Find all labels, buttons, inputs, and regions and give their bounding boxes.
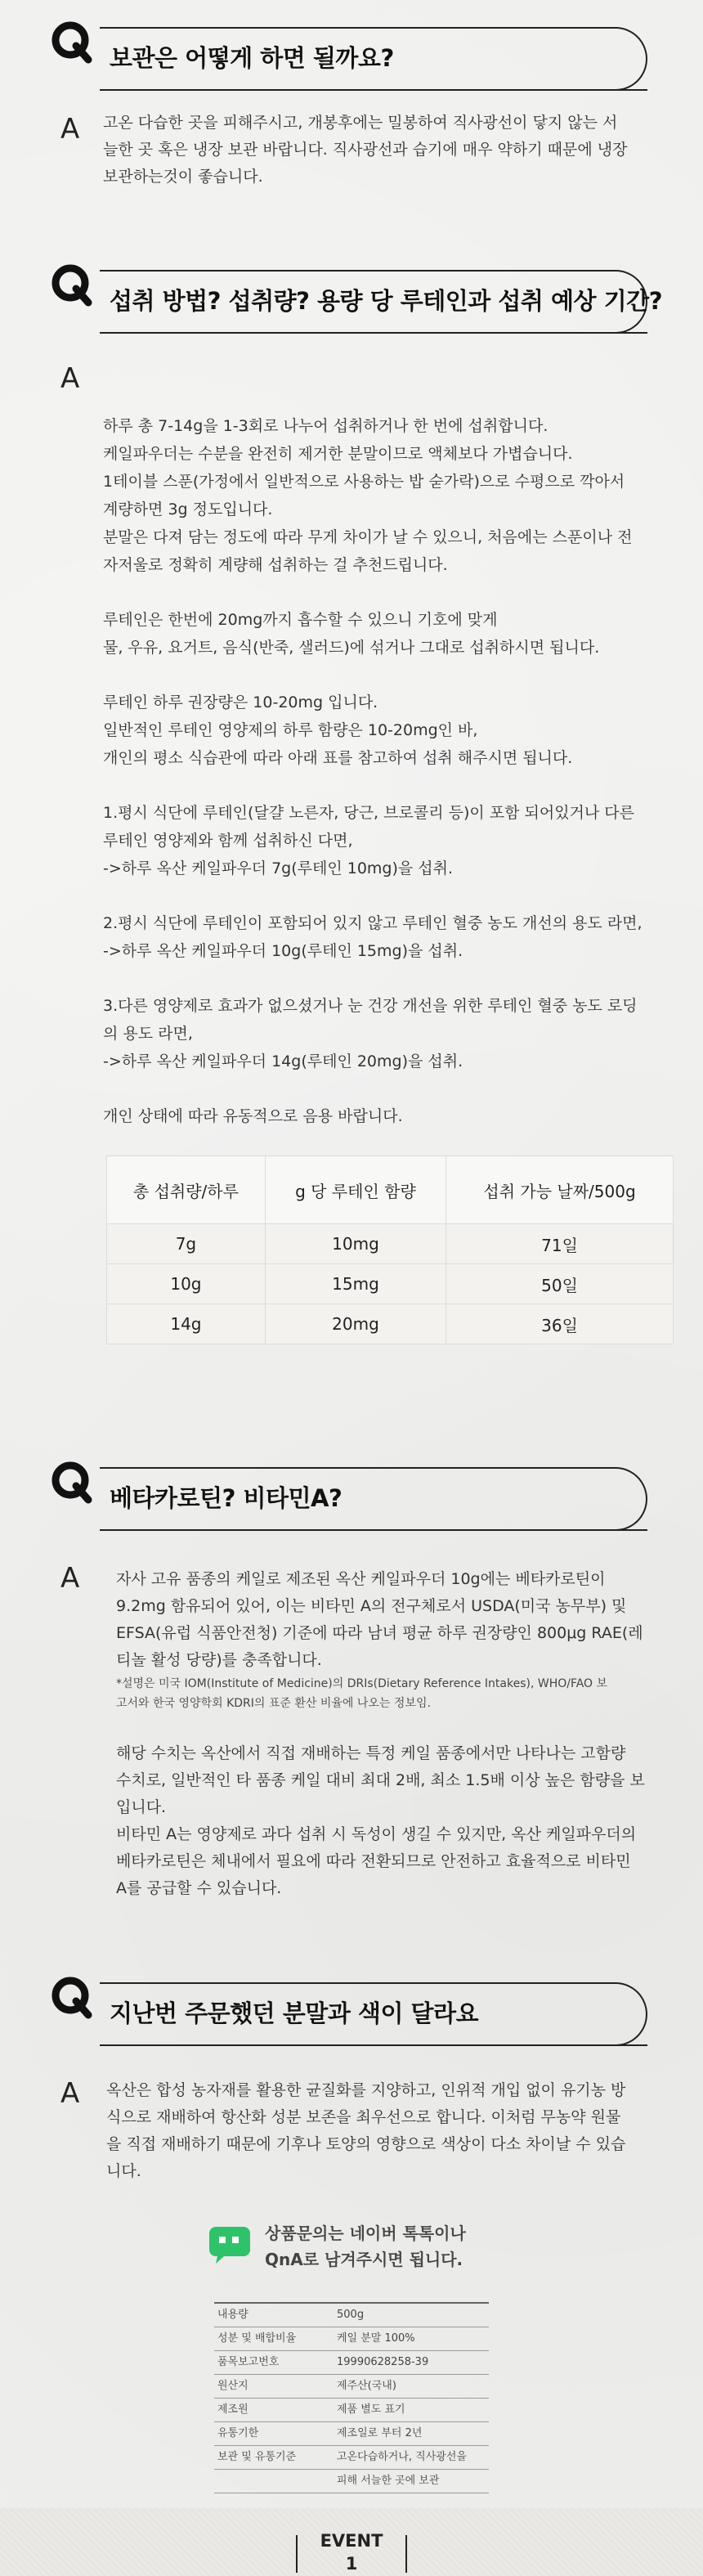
info-label: 제조원 [217,2403,249,2416]
dosage-table [106,1156,674,1344]
answer-line: 자사 고유 품종의 케일로 제조된 옥산 케일파우더 10g에는 베타카로틴이 [116,1570,606,1588]
table-row [107,1224,674,1264]
talk-talk-icon [208,2225,252,2264]
answer-line: 베타카로틴은 체내에서 필요에 따라 전환되므로 안전하고 효율적으로 비타민 [116,1852,631,1870]
info-label: 유통기한 [217,2427,259,2439]
answer-1 [103,110,652,191]
info-label: 성분 및 배합비율 [217,2332,297,2345]
info-value: 19990628258-39 [337,2356,429,2368]
question-title: 섭취 방법? 섭취량? 용량 당 루테인과 섭취 예상 기간? [110,287,663,315]
answer-mark: A [60,113,80,146]
answer-line: 물, 우유, 요거트, 음식(반죽, 샐러드)에 섞거나 그대로 섭취하시면 됩니다. [103,639,600,657]
info-value: 피해 서늘한 곳에 보관 [337,2475,440,2487]
table-cell: 36일 [446,1304,674,1344]
q-icon [51,263,96,309]
answer-mark: A [60,2077,80,2110]
product-info-table [214,2302,489,2493]
question-4 [52,1982,649,2049]
info-row [214,2422,489,2446]
note-line: 고서와 한국 영양학회 KDRI의 표준 환산 비율에 나오는 정보임. [116,1697,431,1710]
answer-line: 고온 다습한 곳을 피해주시고, 개봉후에는 밀봉하여 직사광선이 닿지 않는 서 [103,114,618,132]
table-cell: 20mg [265,1304,446,1344]
event-number: 1 [345,2554,358,2574]
answer-line: 보관하는것이 좋습니다. [103,168,263,186]
answer-line: A를 공급할 수 있습니다. [116,1879,282,1897]
answer-line: 루테인 하루 권장량은 10-20mg 입니다. [103,693,378,711]
event-title: EVENT [320,2531,383,2551]
answer-line: 케일파우더는 수분을 완전히 제거한 분말이므로 액체보다 가볍습니다. [103,445,573,463]
table-cell: 15mg [265,1264,446,1304]
answer-line: 늘한 곳 혹은 냉장 보관 바랍니다. 직사광선과 습기에 매우 약하기 때문에 냉장 [103,141,628,159]
info-label [214,2470,337,2493]
answer-line: 계량하면 3g 정도입니다. [103,500,273,518]
table-cell: 7g [107,1224,266,1264]
table-header: 총 섭취량/하루 [107,1156,266,1224]
contact-line: 상품문의는 네이버 톡톡이나 [265,2224,466,2243]
info-label: 내용량 [217,2309,249,2321]
question-2 [52,270,663,337]
table-cell: 10mg [265,1224,446,1264]
answer-line: 1테이블 스푼(가정에서 일반적으로 사용하는 밥 숟가락)으로 수평으로 깍아서 [103,473,625,491]
event-label [294,2529,409,2575]
q-icon [51,1461,96,1506]
answer-line: 일반적인 루테인 영양제의 하루 함량은 10-20mg인 바, [103,721,478,739]
info-value: 500g [337,2309,365,2321]
info-label: 품목보고번호 [217,2356,280,2368]
answer-line: 해당 수치는 옥산에서 직접 재배하는 특정 케일 품종에서만 나타나는 고함량 [116,1744,626,1762]
answer-line: 2.평시 식단에 루테인이 포함되어 있지 않고 루테인 혈중 농도 개선의 용도 라면, [103,914,643,932]
question-1 [52,27,649,94]
answer-line: 1.평시 식단에 루테인(달걀 노른자, 당근, 브로콜리 등)이 포함 되어있거나 다른 [103,804,635,822]
table-cell: 50일 [446,1264,674,1304]
table-cell: 10g [107,1264,266,1304]
info-value: 제조일로 부터 2년 [337,2427,423,2439]
answer-line: 수치로, 일반적인 타 품종 케일 대비 최대 2배, 최소 1.5배 이상 높은 함량을 보 [116,1771,645,1789]
answer-3 [116,1566,656,1902]
info-label: 원산지 [217,2380,249,2392]
question-3 [52,1467,649,1534]
info-row [214,2302,489,2327]
answer-line: ->하루 옥산 케일파우더 10g(루테인 15mg)을 섭취. [103,942,463,960]
q-icon [51,20,96,66]
table-header: g 당 루테인 함량 [265,1156,446,1224]
question-title: 지난번 주문했던 분말과 색이 달라요 [110,1999,479,2027]
question-title: 베타카로틴? 비타민A? [110,1484,343,1512]
info-label: 보관 및 유통기준 [217,2451,297,2463]
info-row [214,2446,489,2470]
contact-notice [208,2220,518,2278]
info-value: 케일 분말 100% [337,2332,415,2345]
answer-2 [103,412,652,1130]
answer-line: 입니다. [116,1798,167,1816]
answer-line: 을 직접 재배하기 때문에 기후나 토양의 영향으로 색상이 다소 차이날 수 있습 [106,2135,626,2153]
answer-line: 의 용도 라면, [103,1025,193,1043]
answer-mark: A [60,1562,80,1595]
answer-line: ->하루 옥산 케일파우더 7g(루테인 10mg)을 섭취. [103,859,454,877]
answer-line: 3.다른 영양제로 효과가 없으셨거나 눈 건강 개선을 위한 루테인 혈중 농도 로딩 [103,997,638,1015]
table-header: 섭취 가능 날짜/500g [446,1156,674,1224]
table-cell: 14g [107,1304,266,1344]
answer-line: 루테인 영양제와 함께 섭취하신 다면, [103,832,353,850]
answer-line: 하루 총 7-14g을 1-3회로 나누어 섭취하거나 한 번에 섭취합니다. [103,417,549,435]
info-row [214,2470,489,2493]
info-value: 제주산(국내) [337,2380,396,2392]
contact-line: QnA로 남겨주시면 됩니다. [265,2250,463,2269]
info-value: 고온다습하거나, 직사광선을 [337,2451,467,2463]
info-value: 제품 별도 표기 [337,2403,405,2416]
answer-line: 자저울로 정확히 계량해 섭취하는 걸 추천드립니다. [103,556,448,574]
answer-line: 티놀 활성 당량)를 충족합니다. [116,1651,322,1669]
info-row [214,2327,489,2351]
answer-line: 비타민 A는 영양제로 과다 섭취 시 독성이 생길 수 있지만, 옥산 케일파우더의 [116,1825,637,1843]
info-row [214,2351,489,2375]
answer-line: 분말은 다져 담는 정도에 따라 무게 차이가 날 수 있으니, 처음에는 스푼이나 전 [103,528,633,546]
answer-line: 개인 상태에 따라 유동적으로 음용 바랍니다. [103,1107,403,1125]
source-note [116,1674,656,1713]
table-cell: 71일 [446,1224,674,1264]
info-row [214,2399,489,2422]
answer-line: 식으로 재배하여 항산화 성분 보존을 최우선으로 합니다. 이처럼 무농약 원물 [106,2108,621,2126]
answer-4 [106,2077,656,2185]
note-line: *설명은 미국 IOM(Institute of Medicine)의 DRIs(Dietary Reference Intakes), WHO/FAO 보 [116,1677,608,1690]
answer-line: ->하루 옥산 케일파우더 14g(루테인 20mg)을 섭취. [103,1052,463,1070]
table-row [107,1264,674,1304]
contact-text [265,2220,466,2273]
answer-line: 니다. [106,2162,141,2180]
answer-line: 9.2mg 함유되어 있어, 이는 비타민 A의 전구체로서 USDA(미국 농무부) 및 [116,1597,627,1615]
answer-line: 옥산은 합성 농자재를 활용한 균질화를 지양하고, 인위적 개입 없이 유기농 방 [106,2081,626,2099]
question-title: 보관은 어떻게 하면 될까요? [110,44,394,72]
table-row [107,1304,674,1344]
answer-line: 루테인은 한번에 20mg까지 흡수할 수 있으니 기호에 맞게 [103,611,498,629]
answer-line: 개인의 평소 식습관에 따라 아래 표를 참고하여 섭취 해주시면 됩니다. [103,749,573,767]
answer-mark: A [60,362,80,395]
answer-line: EFSA(유럽 식품안전청) 기준에 따라 남녀 평균 하루 권장량인 800μg RAE(레 [116,1624,643,1642]
info-row [214,2375,489,2399]
q-icon [51,1976,96,2022]
